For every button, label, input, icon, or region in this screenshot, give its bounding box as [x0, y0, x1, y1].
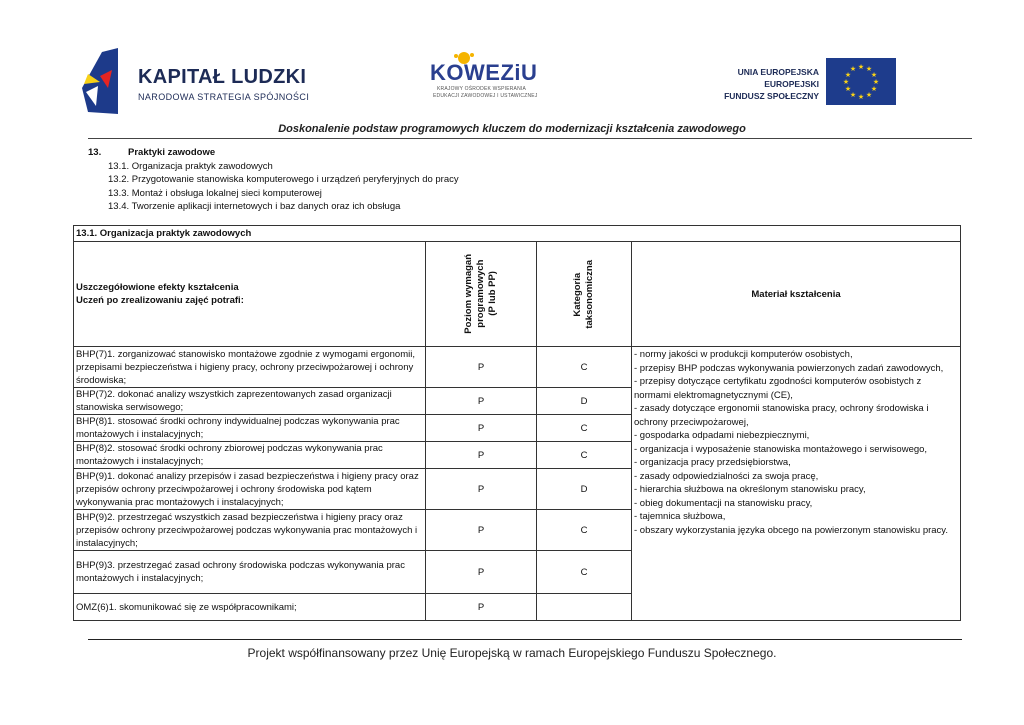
toc-section-title: Praktyki zawodowe: [128, 147, 216, 158]
level-cell: P: [426, 469, 537, 510]
category-cell: C: [537, 510, 632, 551]
svg-text:★: ★: [870, 71, 878, 79]
table-header-row: [74, 242, 961, 347]
header-level-line-2: programowych: [475, 259, 486, 329]
toc-item: 13.1. Organizacja praktyk zawodowych: [108, 160, 273, 172]
svg-text:★: ★: [872, 78, 880, 86]
header-level: [426, 242, 537, 347]
toc-item: 13.3. Montaż i obsługa lokalnej sieci komputerowej: [108, 187, 322, 199]
svg-text:★: ★: [844, 85, 852, 93]
toc-section-heading: [88, 146, 459, 160]
effect-cell: BHP(8)1. stosować środki ochrony indywidualnej podczas wykonywania prac montażowych i instalacyjnych;: [74, 415, 426, 442]
level-cell: P: [426, 442, 537, 469]
header-effects: [74, 242, 426, 347]
footer-divider: [88, 639, 962, 640]
effect-cell: BHP(8)2. stosować środki ochrony zbiorowej podczas wykonywania prac montażowych i instalacyjnych;: [74, 442, 426, 469]
material-item: - organizacja pracy przedsiębiorstwa,: [634, 457, 791, 468]
table-title-row: [74, 226, 961, 242]
category-cell: C: [537, 551, 632, 594]
header-category-text: [572, 260, 596, 329]
table-row: [74, 347, 961, 388]
toc-section-number: 13.: [88, 147, 102, 158]
header-material: Materiał kształcenia: [632, 242, 961, 347]
toc-item: 13.4. Tworzenie aplikacji internetowych i baz danych oraz ich obsługa: [108, 201, 401, 212]
effect-cell: BHP(9)3. przestrzegać zasad ochrony środowiska podczas wykonywania prac montażowych i instalacyjnych;: [74, 551, 426, 594]
header-category-line-1: Kategoria: [572, 272, 583, 316]
material-cell: [632, 347, 961, 621]
svg-text:★: ★: [870, 85, 878, 93]
category-cell: [537, 594, 632, 621]
koweziu-subtitle-2: EDUKACJI ZAWODOWEJ I USTAWICZNEJ: [433, 93, 538, 99]
material-item: - organizacja i wyposażenie stanowiska montażowego i serwisowego,: [634, 443, 928, 455]
category-cell: C: [537, 415, 632, 442]
svg-text:★: ★: [865, 65, 873, 73]
koweziu-subtitle-1: KRAJOWY OŚRODEK WSPIERANIA: [437, 86, 527, 92]
header-effects-line-2: Uczeń po zrealizowaniu zajęć potrafi:: [76, 295, 244, 306]
svg-text:★: ★: [849, 91, 857, 99]
header-level-line-1: Poziom wymagań: [463, 254, 474, 334]
kapital-ludzki-subtitle: NARODOWA STRATEGIA SPÓJNOŚCI: [138, 92, 310, 102]
material-item: - obieg dokumentacji na stanowisku pracy,: [634, 497, 813, 509]
section-toc: [88, 146, 459, 214]
toc-item: 13.2. Przygotowanie stanowiska komputerowego i urządzeń peryferyjnych do pracy: [108, 174, 459, 185]
table-title: 13.1. Organizacja praktyk zawodowych: [74, 226, 961, 242]
eu-line-3: FUNDUSZ SPOŁECZNY: [724, 91, 819, 101]
effect-cell: BHP(7)2. dokonać analizy wszystkich zaprezentowanych zasad organizacji stanowiska serwisowego;: [74, 388, 426, 415]
material-item: - obszary wykorzystania języka obcego na powierzonym stanowisku pracy.: [634, 524, 948, 536]
header-category: [537, 242, 632, 347]
material-item: - przepisy dotyczące certyfikatu zgodności komputerów osobistych z normami elektromagnetycznymi (CE),: [634, 376, 922, 401]
svg-text:★: ★: [857, 63, 865, 71]
kapital-ludzki-title: KAPITAŁ LUDZKI: [138, 66, 307, 88]
material-item: - przepisy BHP podczas wykonywania powierzonych zadań zawodowych,: [634, 362, 944, 374]
category-cell: D: [537, 469, 632, 510]
header-category-line-2: taksonomiczna: [584, 259, 595, 329]
header-divider: [88, 138, 972, 139]
level-cell: P: [426, 551, 537, 594]
eu-line-2: EUROPEJSKI: [764, 79, 819, 89]
page-subtitle: Doskonalenie podstaw programowych kluczem do modernizacji kształcenia zawodowego: [278, 123, 746, 135]
level-cell: P: [426, 415, 537, 442]
svg-text:★: ★: [844, 71, 852, 79]
material-item: - normy jakości w produkcji komputerów osobistych,: [634, 349, 853, 360]
eu-line-1: UNIA EUROPEJSKA: [737, 67, 819, 77]
eu-text-block: [724, 66, 819, 102]
header-level-line-3: (P lub PP): [487, 271, 498, 317]
footer-text: Projekt współfinansowany przez Unię Europejską w ramach Europejskiego Funduszu Społecznego.: [247, 646, 777, 660]
header-effects-line-1: Uszczegółowione efekty kształcenia: [76, 282, 239, 293]
svg-text:★: ★: [857, 93, 865, 101]
effect-cell: BHP(9)1. dokonać analizy przepisów i zasad bezpieczeństwa i higieny pracy oraz przepisów ochrony przeciwpożarowej i ochrony środowiska pod kątem wykonywania prac montażowych i instalacyjnych;: [74, 469, 426, 510]
svg-text:★: ★: [849, 65, 857, 73]
effect-cell: BHP(9)2. przestrzegać wszystkich zasad bezpieczeństwa i higieny pracy oraz przepisów ochrony przeciwpożarowej podczas wykonywania prac montażowych i instalacyjnych;: [74, 510, 426, 551]
svg-text:★: ★: [865, 91, 873, 99]
category-cell: D: [537, 388, 632, 415]
category-cell: C: [537, 442, 632, 469]
svg-text:★: ★: [842, 78, 850, 86]
eu-flag-icon: [826, 58, 896, 105]
material-item: - zasady odpowiedzialności za swoja pracę,: [634, 470, 819, 482]
material-item: - hierarchia służbowa na określonym stanowisku pracy,: [634, 484, 866, 495]
level-cell: P: [426, 347, 537, 388]
level-cell: P: [426, 510, 537, 551]
effect-cell: OMZ(6)1. skomunikować się ze współpracownikami;: [74, 594, 426, 621]
material-item: - zasady dotyczące ergonomii stanowiska pracy, ochrony środowiska i ochrony przeciwpożarowej,: [634, 403, 929, 428]
level-cell: P: [426, 388, 537, 415]
header-level-text: [463, 254, 499, 334]
effect-cell: BHP(7)1. zorganizować stanowisko montażowe zgodnie z wymogami ergonomii, przepisami bezpieczeństwa i higieny pracy, ochrony przeciwpożarowej i ochrony środowiska;: [74, 347, 426, 388]
koweziu-title: KOWEZiU: [430, 60, 538, 85]
category-cell: C: [537, 347, 632, 388]
level-cell: P: [426, 594, 537, 621]
material-item: - gospodarka odpadami niebezpiecznymi,: [634, 430, 810, 441]
material-item: - tajemnica służbowa,: [634, 511, 726, 522]
learning-outcomes-table: [73, 225, 961, 621]
